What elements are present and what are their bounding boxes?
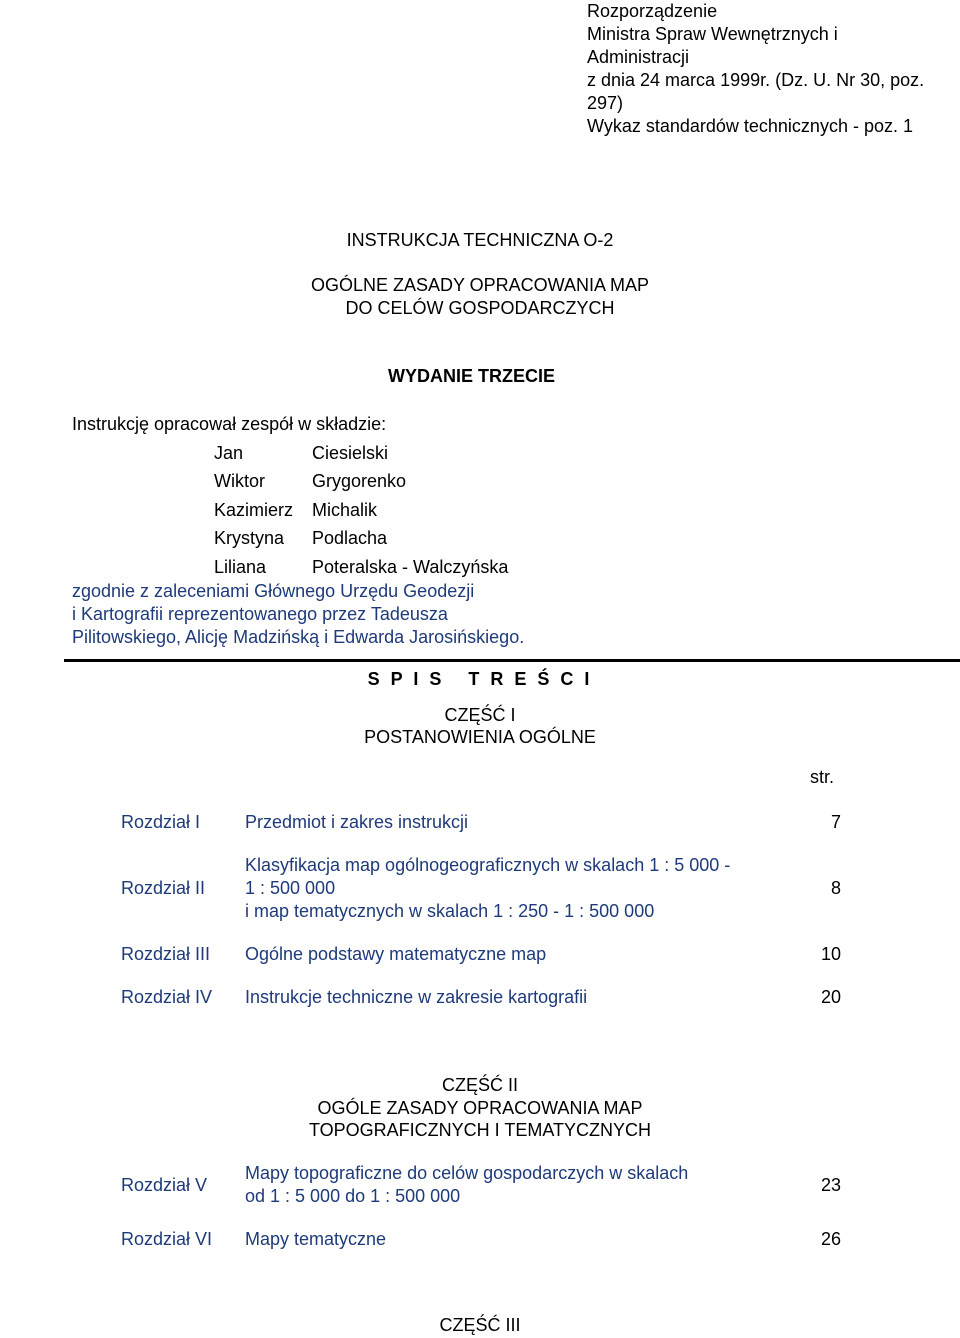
author-first-name: Liliana xyxy=(214,556,267,577)
author-last-name: Podlacha xyxy=(312,528,388,548)
toc-page-number: 20 xyxy=(820,987,841,1007)
header-line: Wykaz standardów technicznych - poz. 1 xyxy=(587,116,913,136)
toc-chapter: Rozdział III xyxy=(121,944,211,964)
author-last-name: Michalik xyxy=(312,499,378,520)
author-row xyxy=(72,439,508,468)
recommendation-line: zgodnie z zaleceniami Głównego Urzędu Geodezji xyxy=(72,581,475,601)
toc-title-line: 1 : 500 000 xyxy=(245,878,336,898)
toc-heading: S P I S T R E Ś C I xyxy=(367,669,593,689)
author-row xyxy=(72,496,508,525)
author-first-name: Kazimierz xyxy=(214,499,294,520)
document-subtitle-1: OGÓLNE ZASADY OPRACOWANIA MAP xyxy=(310,275,650,295)
toc-entry[interactable] xyxy=(121,1228,841,1251)
toc-chapter: Rozdział V xyxy=(121,1174,208,1195)
authors-intro: Instrukcję opracował zespół w składzie: xyxy=(72,414,387,434)
header-line: Administracji xyxy=(587,47,690,67)
toc-entry[interactable] xyxy=(121,986,841,1009)
recommendation-line: i Kartografii reprezentowanego przez Tadeusza xyxy=(72,604,448,624)
section-divider xyxy=(64,659,960,662)
recommendation-text xyxy=(72,580,592,649)
toc-title: Mapy tematyczne xyxy=(245,1229,387,1249)
toc-chapter: Rozdział IV xyxy=(121,987,213,1007)
header-line: Ministra Spraw Wewnętrznych i xyxy=(587,24,838,44)
header-line: 297) xyxy=(587,93,624,113)
author-row xyxy=(72,524,508,553)
toc-chapter: Rozdział I xyxy=(121,812,201,832)
toc-title: Ogólne podstawy matematyczne map xyxy=(245,944,547,964)
page-column-label: str. xyxy=(810,767,835,787)
toc-entry[interactable] xyxy=(121,943,841,966)
author-row xyxy=(72,553,508,582)
toc-title: Przedmiot i zakres instrukcji xyxy=(245,812,469,832)
document-title: INSTRUKCJA TECHNICZNA O-2 xyxy=(346,230,614,250)
part-2-title-2: TOPOGRAFICZNYCH I TEMATYCZNYCH xyxy=(308,1120,652,1140)
toc-entry[interactable] xyxy=(121,854,841,923)
toc-chapter: Rozdział VI xyxy=(121,1229,213,1249)
author-first-name: Wiktor xyxy=(214,471,265,491)
toc-page-number: 8 xyxy=(830,878,841,898)
header-line: Rozporządzenie xyxy=(587,1,718,21)
edition-label: WYDANIE TRZECIE xyxy=(388,366,556,386)
author-first-name: Jan xyxy=(214,442,244,463)
author-last-name: Ciesielski xyxy=(312,442,389,463)
author-last-name: Poteralska - Walczyńska xyxy=(312,556,509,577)
part-2-label: CZĘŚĆ II xyxy=(441,1075,518,1095)
author-row xyxy=(72,467,508,496)
toc-page-number: 26 xyxy=(820,1229,841,1249)
header-line: z dnia 24 marca 1999r. (Dz. U. Nr 30, poz. xyxy=(587,70,925,90)
regulation-header xyxy=(587,0,947,138)
toc-title-line: i map tematycznych w skalach 1 : 250 - 1 : 500 000 xyxy=(245,901,655,921)
toc-title: Instrukcje techniczne w zakresie kartografii xyxy=(245,987,588,1007)
author-last-name: Grygorenko xyxy=(312,471,407,491)
toc-title-line: od 1 : 5 000 do 1 : 500 000 xyxy=(245,1186,461,1206)
recommendation-line: Pilitowskiego, Alicję Madzińską i Edwarda Jarosińskiego. xyxy=(72,627,525,647)
part-3-label: CZĘŚĆ III xyxy=(439,1315,521,1335)
toc-title-line: Mapy topograficzne do celów gospodarczych w skalach xyxy=(245,1163,689,1183)
toc-entry[interactable] xyxy=(121,1162,841,1208)
toc-title-line: Klasyfikacja map ogólnogeograficznych w skalach 1 : 5 000 - xyxy=(245,855,731,875)
toc-chapter: Rozdział II xyxy=(121,878,206,898)
part-1-title: POSTANOWIENIA OGÓLNE xyxy=(364,727,596,747)
part-1-label: CZĘŚĆ I xyxy=(444,705,516,725)
author-first-name: Krystyna xyxy=(214,528,285,548)
toc-title xyxy=(245,854,805,923)
toc-entry[interactable] xyxy=(121,811,841,834)
toc-page-number: 10 xyxy=(820,944,841,964)
toc-title xyxy=(245,1162,805,1208)
document-subtitle-2: DO CELÓW GOSPODARCZYCH xyxy=(345,298,615,318)
toc-page-number: 23 xyxy=(820,1174,841,1195)
toc-page-number: 7 xyxy=(830,812,841,832)
part-2-title-1: OGÓLE ZASADY OPRACOWANIA MAP xyxy=(317,1098,643,1118)
authors-block xyxy=(72,410,508,581)
